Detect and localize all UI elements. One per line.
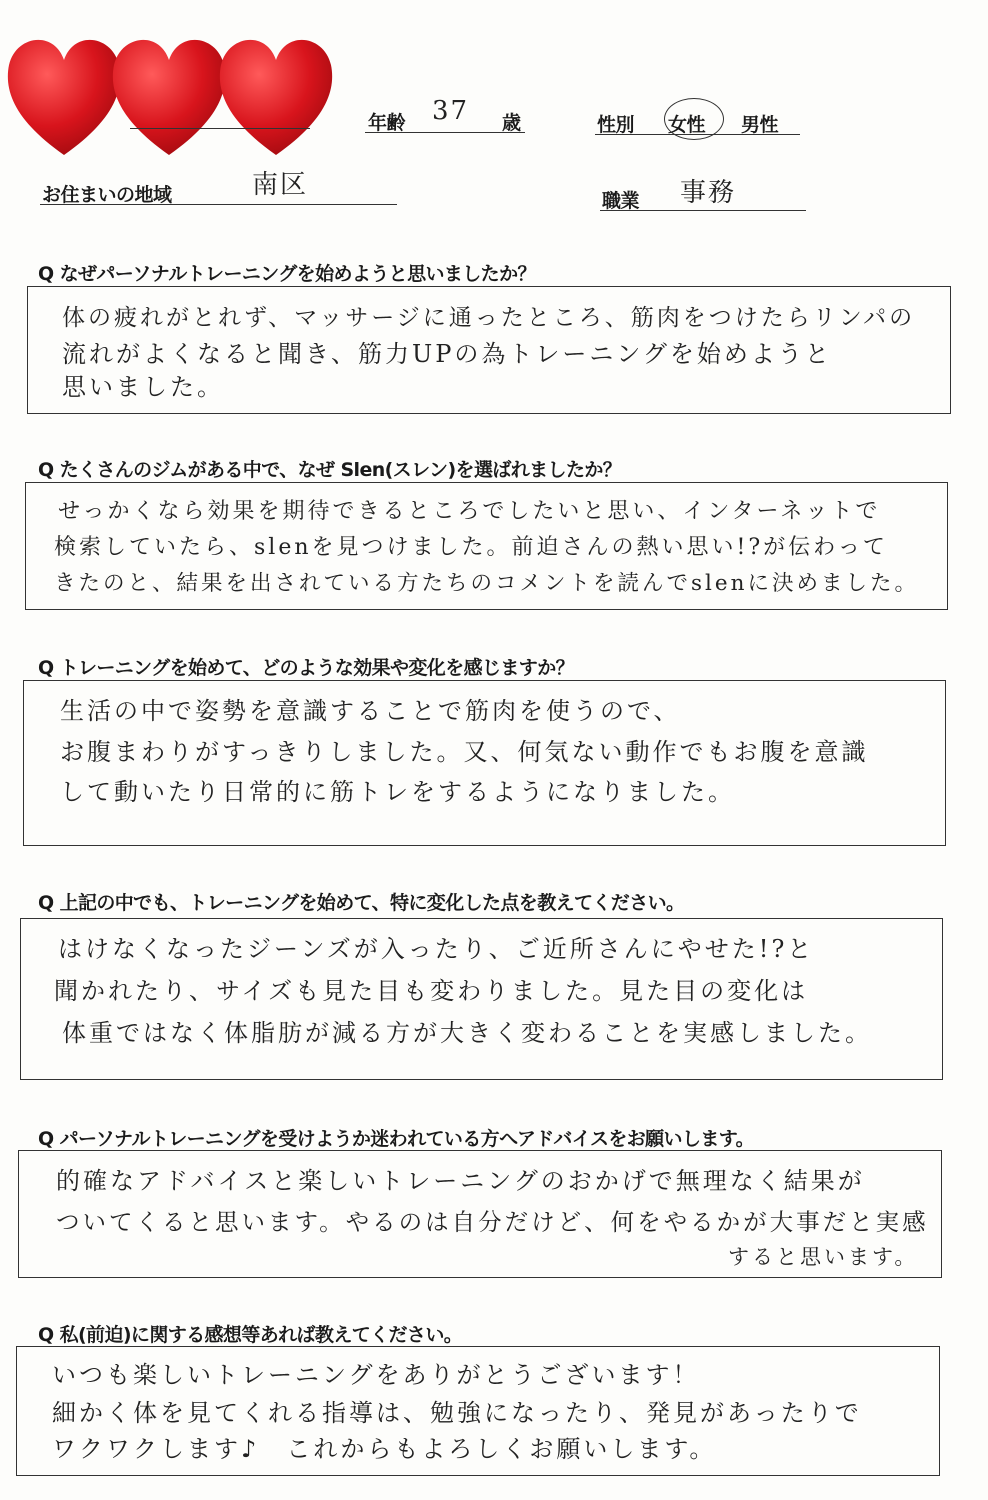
question-3: Q トレーニングを始めて、どのような効果や変化を感じますか？ — [38, 657, 575, 679]
heart-stickers — [4, 30, 344, 160]
heart-icon — [220, 40, 332, 155]
age-unit: 歳 — [502, 112, 521, 134]
answer-4-line-2: 聞かれたり、サイズも見た目も変わりました。見た目の変化は — [54, 977, 809, 1005]
answer-2-line-3: きたのと、結果を出されている方たちのコメントを読んでslenに決めました。 — [54, 571, 919, 596]
area-value: 南区 — [252, 170, 309, 200]
gender-label: 性別 — [597, 114, 635, 136]
answer-3-line-3: して動いたり日常的に筋トレをするようになりました。 — [60, 778, 735, 806]
gender-underline — [595, 134, 800, 135]
answer-5-line-3: すると思います。 — [56, 1245, 919, 1269]
answer-1-line-3: 思いました。 — [62, 373, 224, 401]
job-label: 職業 — [602, 190, 640, 212]
answer-6-line-3: ワクワクします♪ これからもよろしくお願いします。 — [52, 1435, 717, 1463]
heart-icon — [8, 40, 120, 155]
answer-6-line-1: いつも楽しいトレーニングをありがとうございます！ — [52, 1361, 700, 1389]
gender-female-option: 女性 — [668, 114, 706, 136]
area-label: お住まいの地域 — [42, 184, 172, 206]
area-underline — [40, 204, 397, 205]
question-4: Q 上記の中でも、トレーニングを始めて、特に変化した点を教えてください。 — [38, 892, 685, 914]
answer-2-line-1: せっかくなら効果を期待できるところでしたいと思い、インターネットで — [58, 499, 881, 524]
answer-5-line-1: 的確なアドバイスと楽しいトレーニングのおかげで無理なく結果が — [56, 1167, 865, 1195]
name-underline — [130, 128, 310, 129]
heart-icon — [113, 40, 225, 155]
answer-6-line-2: 細かく体を見てくれる指導は、勉強になったり、発見があったりで — [52, 1399, 862, 1427]
age-label: 年齢 — [368, 112, 406, 134]
age-value: 37 — [432, 96, 470, 126]
answer-1-line-1: 体の疲れがとれず、マッサージに通ったところ、筋肉をつけたらリンパの — [62, 305, 916, 331]
question-5: Q パーソナルトレーニングを受けようか迷われている方へアドバイスをお願いします。 — [38, 1128, 755, 1150]
question-1: Q なぜパーソナルトレーニングを始めようと思いましたか？ — [38, 263, 536, 285]
answer-3-line-2: お腹まわりがすっきりしました。又、何気ない動作でもお腹を意識 — [60, 738, 869, 766]
answer-4-line-3: 体重ではなく体脂肪が減る方が大きく変わることを実感しました。 — [62, 1019, 872, 1047]
answer-4-line-1: はけなくなったジーンズが入ったり、ご近所さんにやせた!?と — [58, 935, 815, 963]
question-2: Q たくさんのジムがある中で、なぜ Slen(スレン)を選ばれましたか？ — [38, 459, 622, 481]
answer-2-line-2: 検索していたら、slenを見つけました。前迫さんの熱い思い!?が伝わって — [54, 535, 888, 560]
job-value: 事務 — [680, 178, 737, 208]
answer-1-line-2: 流れがよくなると聞き、筋力UPの為トレーニングを始めようと — [62, 340, 832, 368]
job-underline — [600, 210, 806, 211]
answer-5-line-2: ついてくると思います。やるのは自分だけど、何をやるかが大事だと実感 — [56, 1208, 929, 1236]
answer-3-line-1: 生活の中で姿勢を意識することで筋肉を使うので、 — [60, 697, 681, 725]
age-underline — [365, 132, 525, 133]
question-6: Q 私(前迫)に関する感想等あれば教えてください。 — [38, 1324, 463, 1346]
gender-male-option: 男性 — [741, 114, 779, 136]
